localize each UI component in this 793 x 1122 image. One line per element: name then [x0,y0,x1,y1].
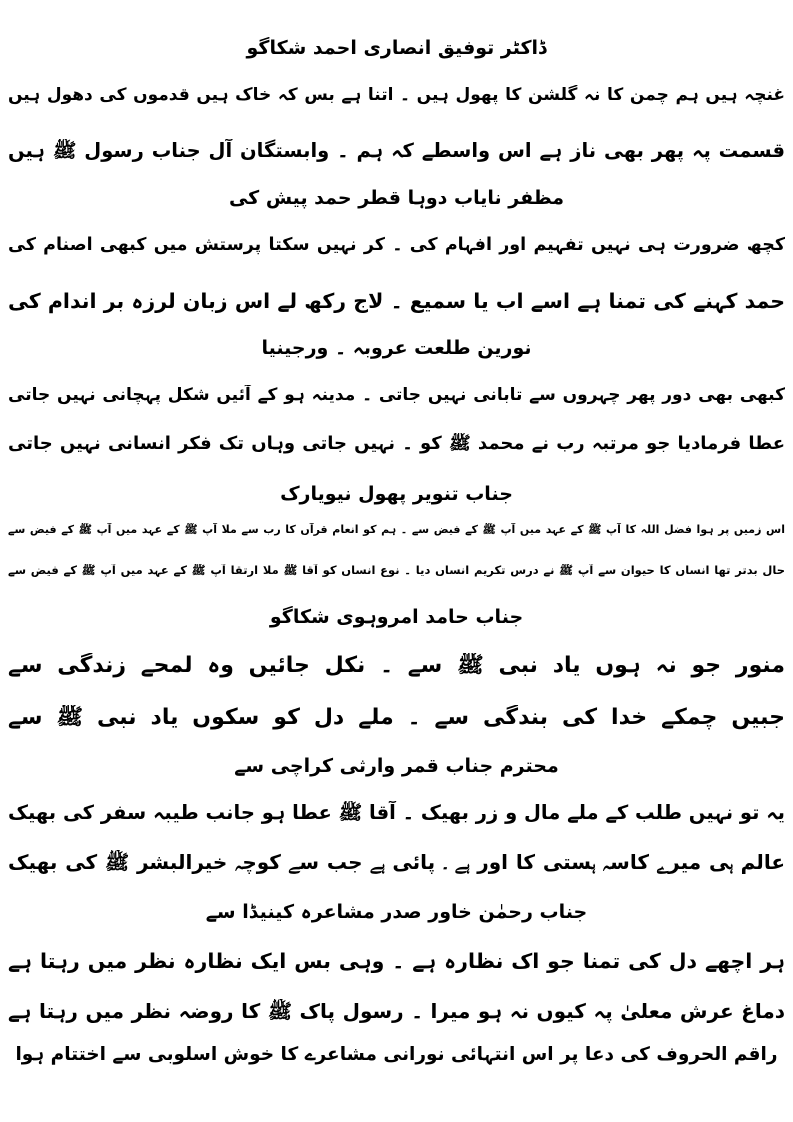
verse-line: ہر اچھے دل کی تمنا جو اک نظارہ ہے ۔ وہی بس ایک نظارہ نظر میں رہتا ہے [8,949,785,973]
closing-line: راقم الحروف کی دعا پر اس انتہائی نورانی مشاعرے کا خوش اسلوبی سے اختتام ہوا [15,1044,778,1065]
verse-line: غنچہ ہیں ہم چمن کا نہ گلشن کا پھول ہیں ۔ اتنا ہے بس کہ خاک ہیں قدموں کی دھول ہیں [8,85,785,105]
verse-line: یہ تو نہیں طلب کے ملے مال و زر بھیک ۔ آقا ﷺ عطا ہو جانب طیبہ سفر کی بھیک [8,801,785,824]
verse-line: حمد کہنے کی تمنا ہے اسے اب یا سمیع ۔ لاج رکھ لے اس زبان لرزہ بر اندام کی [8,289,785,313]
verse-line: دماغ عرش معلیٰ پہ کیوں نہ ہو میرا ۔ رسول پاک ﷺ کا روضہ نظر میں رہتا ہے [8,999,785,1023]
section-heading: جناب رحمٰن خاور صدر مشاعرہ کینیڈا سے [205,901,588,923]
section-heading: جناب تنویر پھول نیویارک [280,483,513,505]
verse-line: عطا فرمادیا جو مرتبہ رب نے محمد ﷺ کو ۔ نہیں جاتی وہاں تک فکر انسانی نہیں جاتی [8,433,785,454]
section-heading: مظفر نایاب دوہا قطر حمد پیش کی [228,187,565,209]
verse-line: منور جو نہ ہوں یاد نبی ﷺ سے ۔ نکل جائیں وہ لمحے زندگی سے [8,653,785,678]
section-heading: نورین طلعت عروبہ ۔ ورجینیا [261,337,532,359]
verse-line: قسمت پہ پھر بھی ناز ہے اس واسطے کہ ہم ۔ وابستگان آل جناب رسول ﷺ ہیں [8,139,785,162]
verse-line: عالم ہی میرے کاسہ ہستی کا اور ہے ۔ پائی ہے جب سے کوچہ خیرالبشر ﷺ کی بھیک [8,850,785,874]
prose-line: حال بدتر تھا انساں کا حیوان سے آپ ﷺ نے درس تکریم انساں دیا ۔ نوع انساں کو آقا ﷺ ملا ارتقا آپ ﷺ کے عہد میں آپ ﷺ کے فیض سے [8,564,785,577]
verse-line: جبیں چمکے خدا کی بندگی سے ۔ ملے دل کو سکوں یاد نبی ﷺ سے [8,705,785,730]
section-heading: ڈاکٹر توفیق انصاری احمد شکاگو [246,37,547,59]
section-heading: جناب حامد امروہوی شکاگو [269,606,524,628]
verse-line: کچھ ضرورت ہی نہیں تفہیم اور افہام کی ۔ کر نہیں سکتا پرستش میں کبھی اصنام کی [8,235,785,255]
section-heading: محترم جناب قمر وارثی کراچی سے [234,755,559,777]
verse-line: کبھی بھی دور پھر چہروں سے تابانی نہیں جاتی ۔ مدینہ ہو کے آئیں شکل پہچانی نہیں جاتی [8,385,785,405]
prose-line: اس زمیں پر ہوا فضل اللہ کا آپ ﷺ کے عہد میں آپ ﷺ کے فیض سے ۔ ہم کو انعام قرآں کا رب سے ملا آپ ﷺ کے عہد میں آپ ﷺ کے فیض سے [8,523,785,536]
